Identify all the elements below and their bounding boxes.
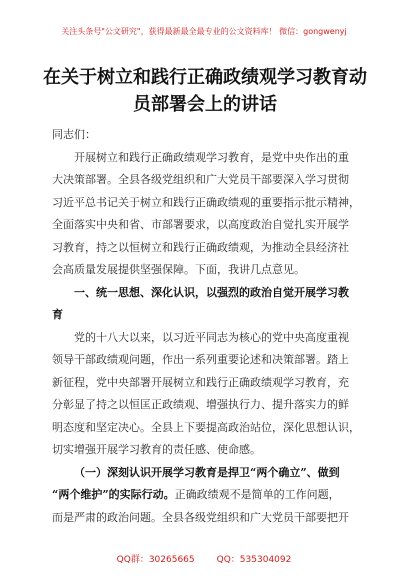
title-line-2: 员部署会上的讲话 xyxy=(133,94,277,115)
paragraph-3-text: 正确政绩观不是简单的工作问题， xyxy=(174,488,340,501)
footer-qq: QQ：535304092 xyxy=(216,555,292,565)
paragraph-2-line: 切实增强开展学习教育的责任感、使命感。 xyxy=(52,443,261,456)
section-heading-1-cont: 育 xyxy=(52,308,63,321)
paragraph-1-line: 开展树立和践行正确政绩观学习教育，是党中央作出的重 xyxy=(74,150,349,164)
paragraph-2-line: 分彰显了持之以恒匡正政绩观、增强执行力、提升落实力的鲜 xyxy=(52,398,349,411)
paragraph-2-line: 党的十八大以来，以习近平同志为核心的党中央高度重视 xyxy=(74,330,349,344)
paragraph-1-line: 会高质量发展提供坚强保障。下面，我讲几点意见。 xyxy=(52,263,305,276)
paragraph-2-line: 明态度和坚定决心。全县上下要提高政治站位，深化思想认识， xyxy=(52,420,360,434)
paragraph-2-line: 新征程，党中央部署开展树立和践行正确政绩观学习教育，充 xyxy=(52,375,349,389)
salutation: 同志们： xyxy=(52,128,96,141)
section-heading-1: 一、统一思想、深化认识，以强烈的政治自觉开展学习教 xyxy=(74,285,349,299)
subsection-heading-1-cont: “两个维护”的实际行动。 xyxy=(52,488,175,501)
document-title xyxy=(40,64,370,118)
footer-qq-group: QQ群：30265665 xyxy=(116,555,195,565)
header-banner: 关注头条号"公文研究"，获得最新最全最专业的公文资料库！ 微信：gongwenyj xyxy=(61,27,347,36)
footer-contact xyxy=(0,552,408,565)
paragraph-3-line xyxy=(52,484,362,507)
paragraph-2-line: 领导干部政绩观问题，作出一系列重要论述和决策部署。踏上 xyxy=(52,353,349,366)
paragraph-1-line: 习教育，持之以恒树立和践行正确政绩观，为推动全县经济社 xyxy=(52,240,349,254)
title-line-1: 在关于树立和践行正确政绩观学习教育动 xyxy=(43,67,367,88)
paragraph-1-line: 大决策部署。全县各级党组织和广大党员干部要深入学习贯彻 xyxy=(52,173,349,186)
document-body xyxy=(52,124,362,529)
subsection-heading-1: （一）深刻认识开展学习教育是捍卫“两个确立”、做到 xyxy=(74,465,340,479)
paragraph-1-line: 习近平总书记关于树立和践行正确政绩观的重要指示批示精神， xyxy=(52,195,360,209)
paragraph-3-line: 而是严肃的政治问题。全县各级党组织和广大党员干部要把开 xyxy=(52,510,349,524)
paragraph-1-line: 全面落实中央和省、市部署要求，以高度政治自觉扎实开展学 xyxy=(52,218,349,231)
